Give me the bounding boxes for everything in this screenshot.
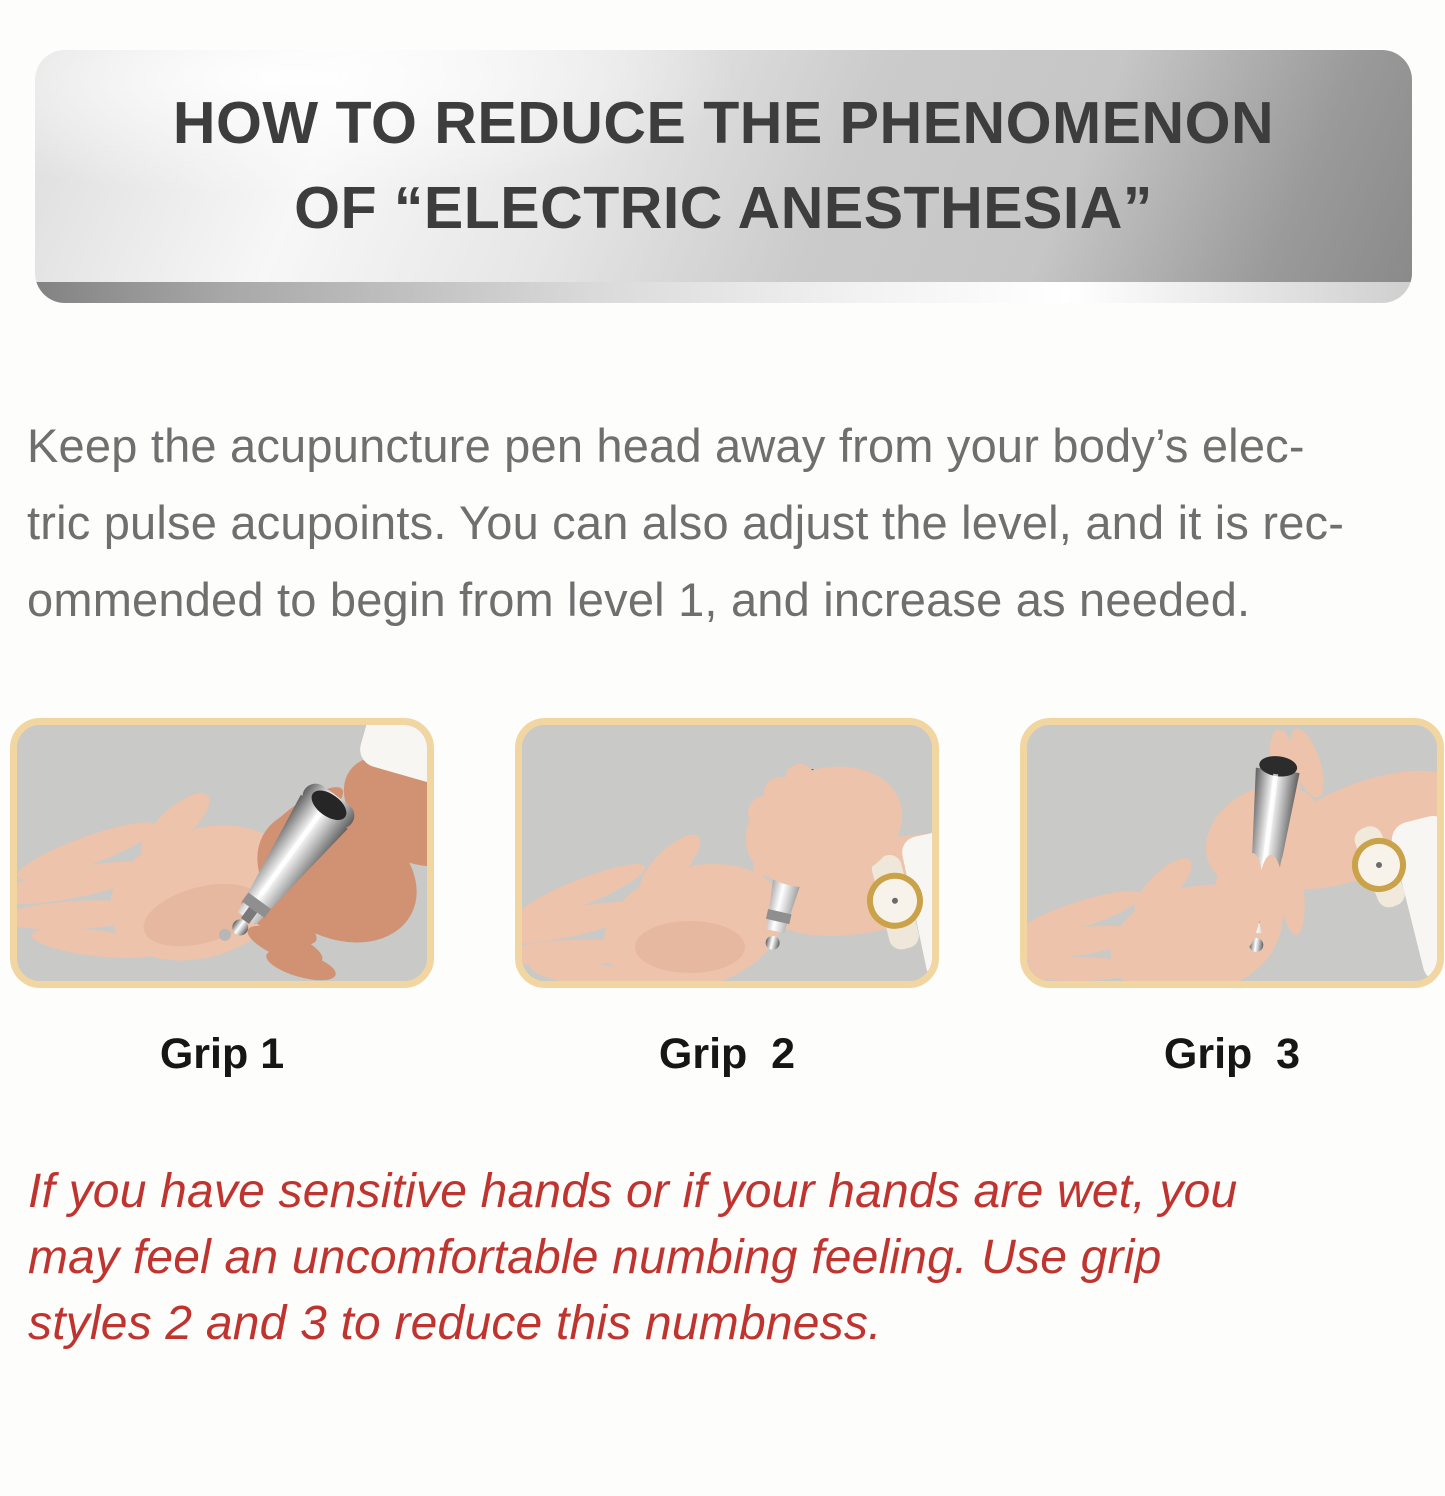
grip-2-illustration xyxy=(522,725,932,981)
acupuncture-pen-infographic xyxy=(0,50,1445,1496)
grip-2-photo xyxy=(515,718,939,988)
intro-line-1: Keep the acupuncture pen head away from your body’s elec- xyxy=(27,419,1305,472)
grip-1-label: Grip 1 xyxy=(159,1030,285,1078)
grip-1-illustration xyxy=(17,725,427,981)
grip-1-photo xyxy=(10,718,434,988)
grip-item-3 xyxy=(1020,718,1444,1079)
grip-3-label: Grip 3 xyxy=(1163,1030,1301,1078)
intro-line-3: ommended to begin from level 1, and increase as needed. xyxy=(27,573,1251,626)
grip-3-illustration xyxy=(1027,725,1437,981)
banner-title-line1: HOW TO REDUCE THE PHENOMENON xyxy=(172,90,1275,156)
warning-line-1: If you have sensitive hands or if your hands are wet, you xyxy=(28,1165,1238,1218)
warning-line-3: styles 2 and 3 to reduce this numbness. xyxy=(28,1297,882,1350)
banner-metal-face xyxy=(35,50,1412,282)
grip-item-2 xyxy=(515,718,939,1079)
grip-3-photo xyxy=(1020,718,1444,988)
intro-line-2: tric pulse acupoints. You can also adjust the level, and it is rec- xyxy=(27,496,1345,549)
grip-2-label: Grip 2 xyxy=(658,1030,796,1078)
palm-shading xyxy=(635,921,745,973)
banner-bevel-edge xyxy=(35,282,1412,303)
sensitivity-warning xyxy=(28,1159,1415,1357)
banner-title-line2: OF “ELECTRIC ANESTHESIA” xyxy=(294,175,1153,241)
intro-paragraph xyxy=(27,407,1425,638)
grip-item-1 xyxy=(10,718,434,1079)
warning-line-2: may feel an uncomfortable numbing feeling. Use grip xyxy=(28,1231,1162,1284)
grip-photo-row xyxy=(0,718,1445,1079)
title-banner xyxy=(35,50,1412,303)
